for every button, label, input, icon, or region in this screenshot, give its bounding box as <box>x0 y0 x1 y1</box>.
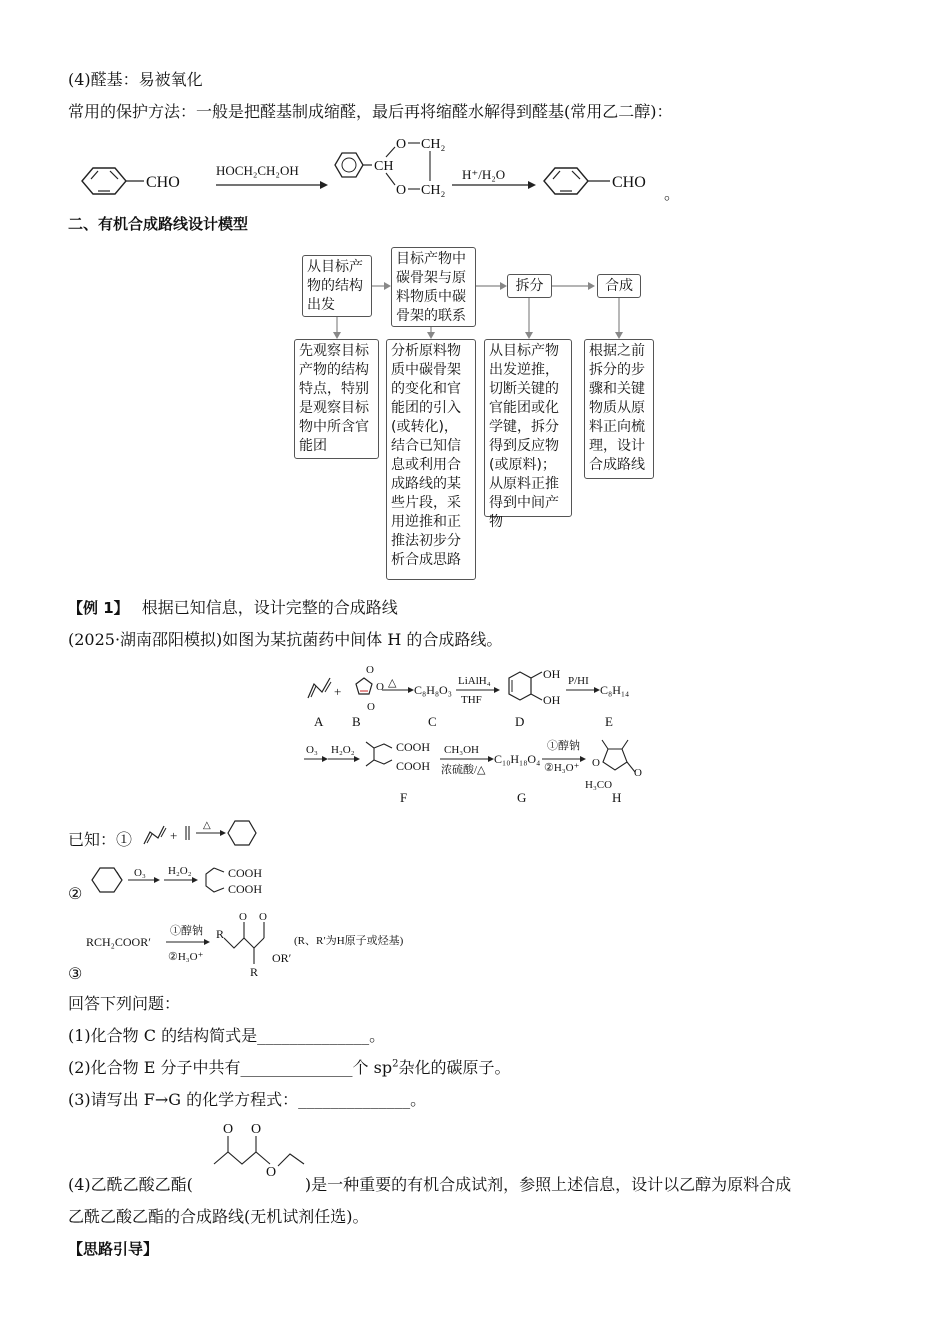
flow-detail-observe: 先观察目标产物的结构特点，特别是观察目标物中所含官能团 <box>294 339 379 459</box>
question-4-line-1: (4)乙酰乙酸乙酯( )是一种重要的有机合成试剂，参照上述信息，设计以乙醇为原料合成 <box>68 1175 792 1194</box>
svg-text:①醇钠: ①醇钠 <box>547 740 580 752</box>
svg-text:O: O <box>592 757 600 769</box>
svg-text:COOH: COOH <box>396 740 431 754</box>
answer-blank-2[interactable]: ______________ <box>240 1058 353 1077</box>
svg-text:OH: OH <box>543 667 561 681</box>
benzene-ring-2 <box>335 153 363 177</box>
svg-text:+: + <box>334 684 342 699</box>
reagent-acid-water: H⁺/H₂O <box>462 167 506 182</box>
svg-text:G: G <box>517 790 527 805</box>
svg-text:P/HI: P/HI <box>568 675 589 687</box>
svg-text:F: F <box>400 790 408 805</box>
answer-blank-3[interactable]: ______________ <box>298 1090 411 1109</box>
svg-text:O: O <box>366 664 374 676</box>
svg-text:CH₃OH: CH₃OH <box>444 744 480 756</box>
svg-text:COOH: COOH <box>396 759 431 773</box>
svg-text:THF: THF <box>461 694 482 706</box>
questions-intro: 回答下列问题： <box>68 994 181 1013</box>
cho-left: CHO <box>146 174 180 191</box>
benzene-ring-3 <box>544 168 588 194</box>
flow-detail-forward: 根据之前拆分的步骤和关键物质从原料正向梳理，设计合成路线 <box>584 339 654 479</box>
question-4-line-2: 乙酰乙酸乙酯的合成路线(无机试剂任选)。 <box>68 1207 369 1226</box>
svg-text:A: A <box>314 714 324 729</box>
flow-detail-retro: 从目标产物出发逆推，切断关键的官能团或化学键，拆分得到反应物(或原料)；从原料正推得到中间产物 <box>484 339 572 517</box>
svg-text:O₃: O₃ <box>134 867 146 879</box>
svg-text:D: D <box>515 714 525 729</box>
svg-text:△: △ <box>203 820 211 831</box>
flow-box-split: 拆分 <box>507 274 552 298</box>
svg-text:②H₃O⁺: ②H₃O⁺ <box>544 762 580 774</box>
svg-text:O: O <box>239 911 247 923</box>
svg-text:CH₂: CH₂ <box>421 137 446 152</box>
svg-text:E: E <box>605 714 613 729</box>
svg-text:OH: OH <box>543 693 561 707</box>
known-label: 已知：① <box>68 830 133 849</box>
part-two-title: 二、有机合成路线设计模型 <box>68 215 249 233</box>
flow-box-skeleton: 目标产物中碳骨架与原料物质中碳骨架的联系 <box>391 247 476 327</box>
svg-text:R: R <box>216 927 225 941</box>
svg-text:O: O <box>376 681 384 693</box>
answer-blank-1[interactable]: ______________ <box>257 1026 370 1045</box>
flow-detail-analyze: 分析原料物质中碳骨架的变化和官能团的引入(或转化)，结合已知信息或利用合成路线的某些片段，采用逆推和正推法初步分析合成思路 <box>386 339 476 580</box>
example-heading <box>68 598 398 618</box>
svg-text:COOH: COOH <box>228 866 263 880</box>
cho-right: CHO <box>612 174 646 191</box>
acetal-protection-scheme <box>0 135 950 203</box>
known-reaction-1 <box>140 816 340 856</box>
section-heading: (4)醛基：易被氧化 <box>68 70 203 89</box>
svg-text:O: O <box>251 1122 262 1137</box>
svg-text:O₃: O₃ <box>306 744 318 756</box>
svg-text:B: B <box>352 714 361 729</box>
guide-heading: 【思路引导】 <box>68 1240 159 1258</box>
svg-text:CH₂: CH₂ <box>421 183 446 198</box>
flow-box-start: 从目标产物的结构出发 <box>302 255 372 317</box>
question-1: (1)化合物 C 的结构简式是______________。 <box>68 1026 386 1045</box>
svg-text:LiAlH₄: LiAlH₄ <box>458 675 491 687</box>
benzene-ring-1 <box>82 168 126 194</box>
example-title: 根据已知信息，设计完整的合成路线 <box>141 598 398 617</box>
svg-text:O: O <box>396 183 407 198</box>
svg-text:浓硫酸/△: 浓硫酸/△ <box>441 764 486 776</box>
svg-text:C₈H₈O₃: C₈H₈O₃ <box>414 683 452 697</box>
svg-text:O: O <box>266 1165 277 1180</box>
known-3-label: ③ <box>68 964 83 983</box>
svg-text:O: O <box>367 701 375 713</box>
synthesis-route-scheme <box>0 656 950 806</box>
svg-text:O: O <box>223 1122 234 1137</box>
svg-text:。: 。 <box>664 186 681 203</box>
svg-text:COOH: COOH <box>228 882 263 896</box>
svg-text:①醇钠: ①醇钠 <box>170 925 203 937</box>
svg-text:C₁₀H₁₈O₄: C₁₀H₁₈O₄ <box>494 752 541 766</box>
known-reaction-3 <box>84 908 484 978</box>
svg-text:②H₃O⁺: ②H₃O⁺ <box>168 951 204 963</box>
svg-text:(R、R′为H原子或烃基): (R、R′为H原子或烃基) <box>294 935 404 947</box>
svg-text:C: C <box>428 714 437 729</box>
question-3: (3)请写出 F→G 的化学方程式：______________。 <box>68 1090 427 1109</box>
svg-text:CH: CH <box>374 159 394 174</box>
reagent-ethylene-glycol: HOCH₂CH₂OH <box>216 163 299 178</box>
svg-text:O: O <box>259 911 267 923</box>
example-label: 【例 1】 <box>68 599 129 617</box>
svg-text:C₈H₁₄: C₈H₁₄ <box>600 683 630 697</box>
svg-text:OR′: OR′ <box>272 951 292 965</box>
known-2-label: ② <box>68 884 83 903</box>
svg-text:O: O <box>396 137 407 152</box>
protection-method-text: 常用的保护方法：一般是把醛基制成缩醛，最后再将缩醛水解得到醛基(常用乙二醇)： <box>68 102 673 121</box>
svg-text:H₂O₂: H₂O₂ <box>331 744 355 756</box>
svg-text:R: R <box>250 965 259 979</box>
example-source: (2025·湖南邵阳模拟)如图为某抗菌药中间体 H 的合成路线。 <box>68 630 503 649</box>
flow-box-synthesis: 合成 <box>597 274 641 298</box>
svg-text:H₃CO: H₃CO <box>585 779 613 791</box>
question-2: (2)化合物 E 分子中共有______________个 $sp^2$杂化的碳原子。 <box>68 1058 511 1077</box>
svg-text:△: △ <box>388 677 397 689</box>
known-reaction-2 <box>88 860 308 900</box>
svg-text:O: O <box>634 767 642 779</box>
svg-text:RCH₂COOR′: RCH₂COOR′ <box>86 935 151 949</box>
svg-text:H: H <box>612 790 622 805</box>
svg-text:+: + <box>170 828 178 843</box>
svg-text:H₂O₂: H₂O₂ <box>168 865 192 877</box>
ethyl-acetoacetate-structure <box>208 1120 328 1180</box>
